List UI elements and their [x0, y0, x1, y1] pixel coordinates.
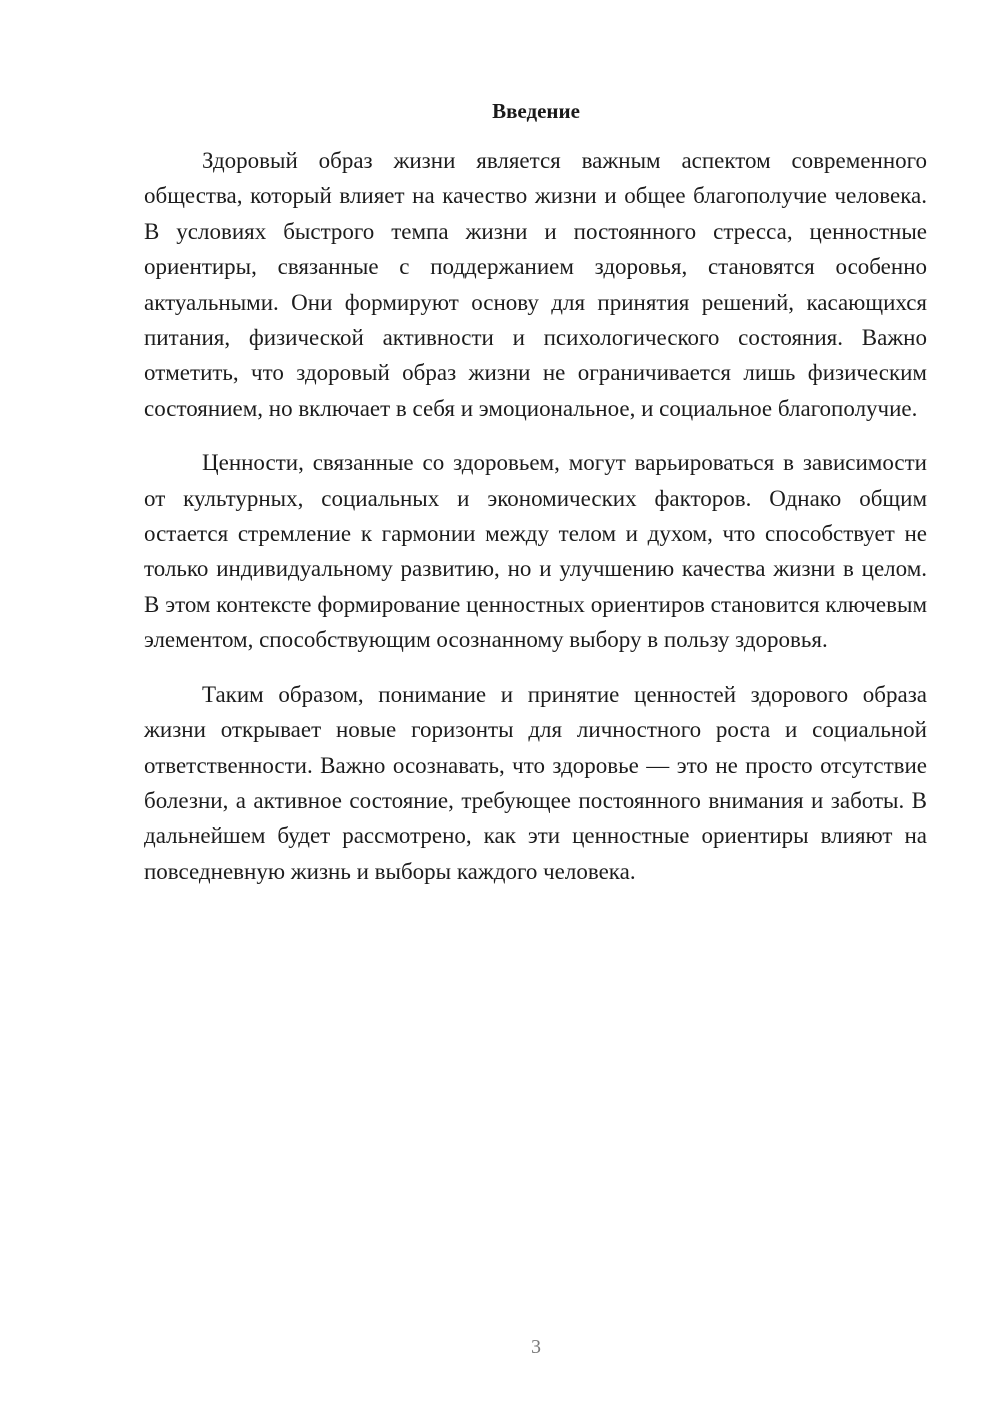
- paragraph-1: Здоровый образ жизни является важным аспектом современного общества, который влияет на качество жизни и общее благополучие человека. В условиях быстрого темпа жизни и постоянного стресса, ценностные ориентиры, связанные с поддержанием здоровья, становятся особенно актуальными. Они формируют основу для принятия решений, касающихся питания, физической активности и психологического состояния. Важно отметить, что здоровый образ жизни не ограничивается лишь физическим состоянием, но включает в себя и эмоциональное, и социальное благополучие.: [144, 148, 927, 421]
- page-number: 3: [531, 1336, 541, 1358]
- paragraph-2: Ценности, связанные со здоровьем, могут варьироваться в зависимости от культурных, социальных и экономических факторов. Однако общим остается стремление к гармонии между телом и духом, что способствует не только индивидуальному развитию, но и улучшению качества жизни в целом. В этом контексте формирование ценностных ориентиров становится ключевым элементом, способствующим осознанному выбору в пользу здоровья.: [144, 450, 927, 653]
- body-text: [144, 143, 927, 889]
- paragraph-3: Таким образом, понимание и принятие ценностей здорового образа жизни открывает новые горизонты для личностного роста и социальной ответственности. Важно осознавать, что здоровье — это не просто отсутствие болезни, а активное состояние, требующее постоянного внимания и заботы. В дальнейшем будет рассмотрено, как эти ценностные ориентиры влияют на повседневную жизнь и выборы каждого человека.: [144, 681, 927, 884]
- section-heading: Введение: [492, 99, 580, 123]
